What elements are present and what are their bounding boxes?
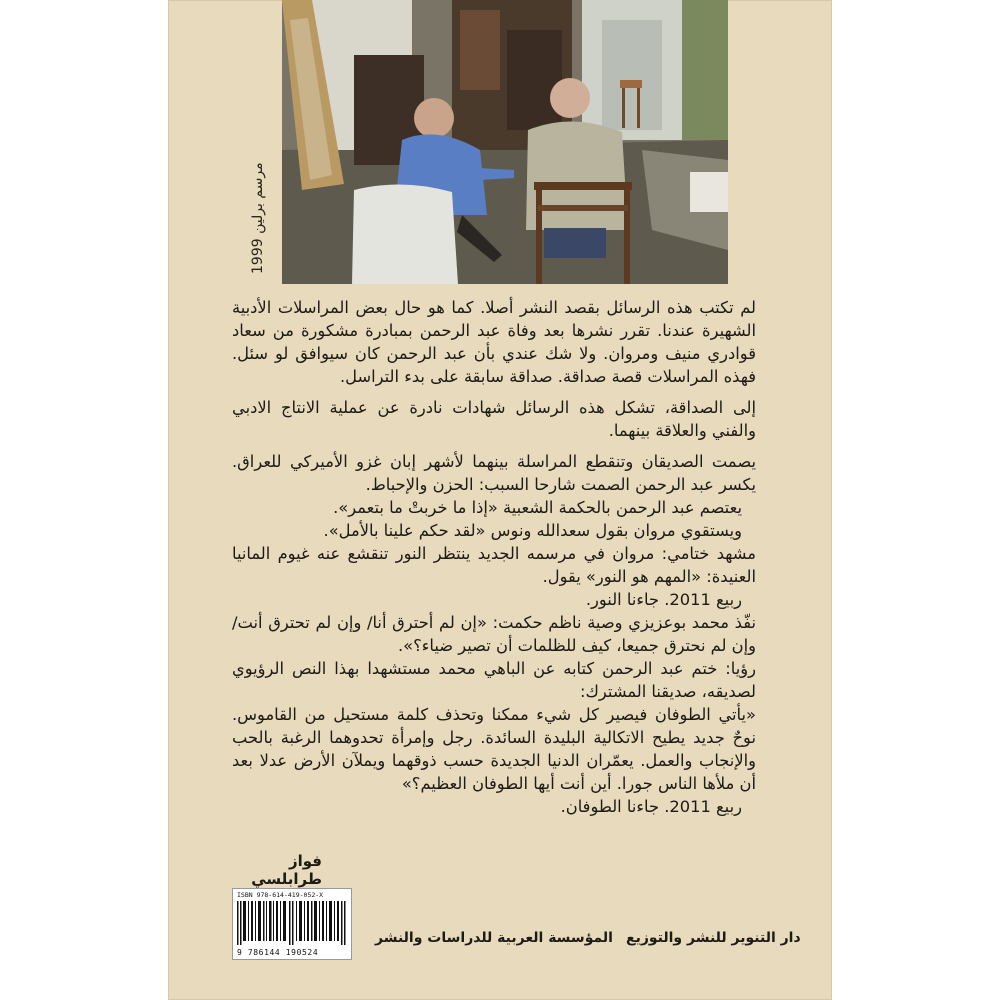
paragraph-10: «يأتي الطوفان فيصير كل شيء ممكنا وتحذف كلمة مستحيل من القاموس. نوحٌ جديد يطيح الاتكالية البليدة السائدة. رجل وإمرأة تحدوهما الرغبة بالحب والإنجاب والعمل. يعمّران الدنيا الجديدة حسب ذوقهما ويملآن الأرض عدلا بعد أن ملأها الناس جورا. أين أنت أيها الطوفان العظيم؟» [232,705,756,793]
author-name: فواز طرابلسي [251,852,322,888]
paragraph-4: يعتصم عبد الرحمن بالحكمة الشعبية «إذا ما خربتْ ما بتعمر». [333,498,742,517]
barcode [232,888,352,960]
barcode-bars [237,901,347,945]
isbn-text: ISBN 978-614-419-052-X [237,891,324,899]
ean-number: 9 786144 190524 [237,948,319,957]
paragraph-3: يصمت الصديقان وتنقطع المراسلة بينهما لأشهر إبان غزو الأميركي للعراق. يكسر عبد الرحمن الصمت شارحا السبب: الحزن والإحباط. [232,452,756,494]
paragraph-2: إلى الصداقة، تشكل هذه الرسائل شهادات نادرة عن عملية الانتاج الادبي والفني والعلاقة بينهما. [232,398,756,440]
publisher-left: المؤسسة العربية للدراسات والنشر [375,930,613,946]
publisher-right: دار التنوير للنشر والتوزيع [626,930,801,946]
photo-caption: مرسم برلين 1999 [250,162,266,274]
paragraph-7: ربيع 2011. جاءنا النور. [585,590,742,609]
paragraph-11: ربيع 2011. جاءنا الطوفان. [560,797,742,816]
paragraph-5: ويستقوي مروان بقول سعدالله ونوس «لقد حكم علينا بالأمل». [323,521,742,540]
paragraph-8: نفّذ محمد بوعزيزي وصية ناظم حكمت: «إن لم أحترق أنا/ وإن لم تحترق أنت/ وإن لم نحترق جميعا، كيف للظلمات أن تصير ضياء؟». [232,613,756,655]
studio-photo [282,0,728,284]
paragraph-9: رؤيا: ختم عبد الرحمن كتابه عن الباهي محمد مستشهدا بهذا النص الرؤيوي لصديقه، صديقنا المشترك: [232,659,756,701]
blurb-text [232,296,756,818]
paragraph-6: مشهد ختامي: مروان في مرسمه الجديد ينتظر النور تنقشع عنه غيوم المانيا العنيدة: «المهم هو النور» يقول. [232,544,756,586]
paragraph-1: لم تكتب هذه الرسائل بقصد النشر أصلا. كما هو حال بعض المراسلات الأدبية الشهيرة عندنا. تقرر نشرها بعد وفاة عبد الرحمن بمبادرة مشكورة من سعاد قوادري منيف ومروان. ولا شك عندي بأن عبد الرحمن كان سيوافق لو سئل. فهذه المراسلات قصة صداقة. صداقة سابقة على بدء التراسل. [232,298,756,386]
